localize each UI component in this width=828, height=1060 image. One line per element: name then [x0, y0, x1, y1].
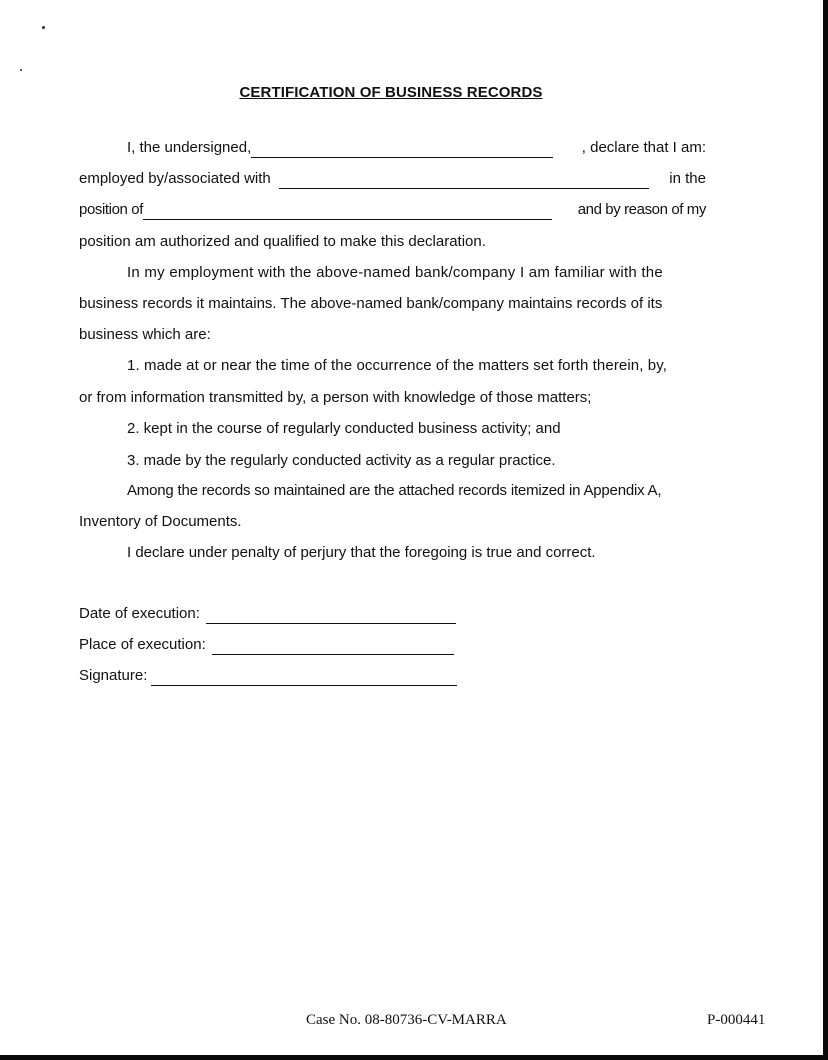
records-paragraph-line: Among the records so maintained are the attached records itemized in Appendix A,	[127, 482, 662, 499]
signature-label: Signature:	[79, 667, 148, 684]
reason-label: and by reason of my	[577, 201, 706, 218]
place-of-execution-row	[79, 635, 479, 655]
list-item-2: 2. kept in the course of regularly conducted business activity; and	[127, 420, 561, 437]
employment-paragraph-line: business records it maintains. The above-named bank/company maintains records of its	[79, 295, 663, 312]
date-of-execution-label: Date of execution:	[79, 605, 200, 622]
employer-label: employed by/associated with	[79, 170, 271, 187]
scan-speck	[20, 69, 22, 71]
scan-border-bottom	[0, 1055, 828, 1060]
employer-field[interactable]	[279, 174, 649, 189]
case-number: Case No. 08-80736-CV-MARRA	[306, 1012, 507, 1028]
date-of-execution-field[interactable]	[206, 609, 456, 624]
position-label: position of	[79, 201, 143, 218]
declaration-text: I declare under penalty of perjury that the foregoing is true and correct.	[127, 544, 596, 561]
bates-page-id: P-000441	[707, 1012, 766, 1028]
authorization-text: position am authorized and qualified to make this declaration.	[79, 233, 486, 250]
signature-field[interactable]	[151, 671, 457, 686]
employment-paragraph-line: In my employment with the above-named bank/company I am familiar with the	[127, 264, 663, 281]
scan-speck	[42, 26, 45, 29]
undersigned-line	[79, 138, 706, 158]
list-item-1: 1. made at or near the time of the occurrence of the matters set forth therein, by,	[127, 357, 667, 374]
signature-row	[79, 666, 479, 686]
undersigned-label: I, the undersigned,	[127, 139, 252, 156]
place-of-execution-field[interactable]	[212, 640, 454, 655]
name-field[interactable]	[251, 143, 553, 158]
employment-paragraph-line: business which are:	[79, 326, 211, 343]
list-item-3: 3. made by the regularly conducted activity as a regular practice.	[127, 452, 556, 469]
position-line	[79, 200, 706, 220]
employer-line	[79, 169, 706, 189]
date-of-execution-row	[79, 604, 479, 624]
declare-label: , declare that I am:	[581, 139, 706, 156]
position-field[interactable]	[143, 205, 552, 220]
list-item-1-continued: or from information transmitted by, a person with knowledge of those matters;	[79, 389, 592, 406]
place-of-execution-label: Place of execution:	[79, 636, 206, 653]
records-paragraph-line: Inventory of Documents.	[79, 513, 242, 530]
document-title: CERTIFICATION OF BUSINESS RECORDS	[239, 84, 543, 101]
scan-border-right	[823, 0, 828, 1060]
in-the-label: in the	[669, 170, 706, 187]
